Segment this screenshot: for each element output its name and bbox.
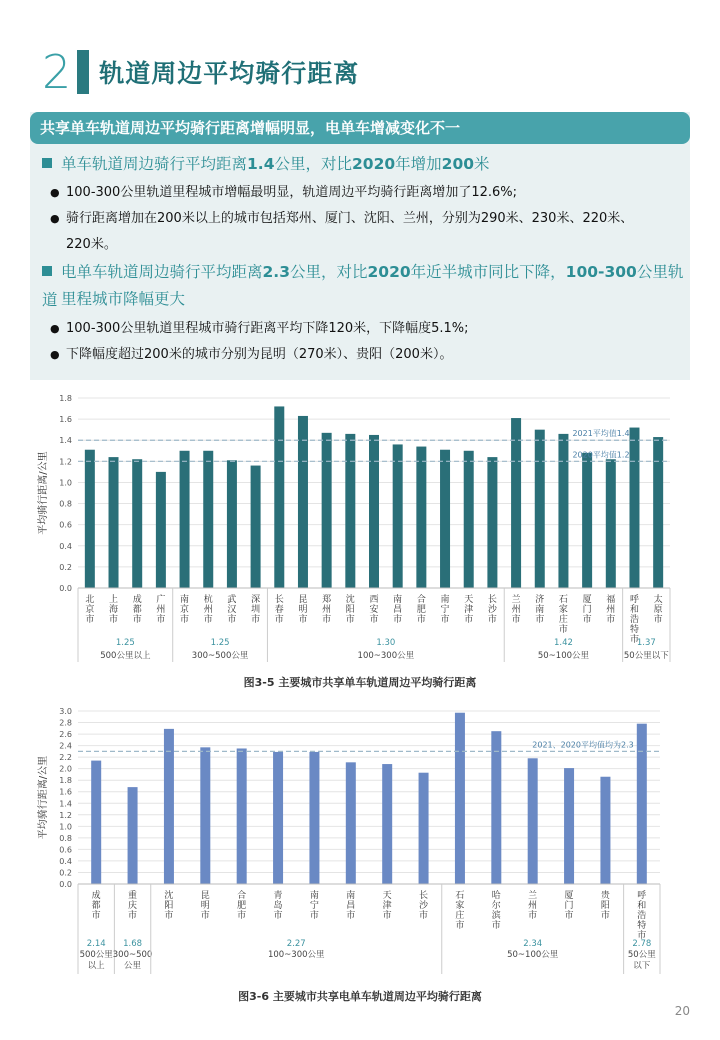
bullet-dot-icon: ● bbox=[50, 186, 60, 199]
bar bbox=[274, 406, 284, 588]
bar bbox=[200, 747, 210, 884]
x-category-label: 武汉市 bbox=[227, 595, 237, 625]
y-tick-label: 0.8 bbox=[59, 833, 72, 843]
y-tick-label: 1.4 bbox=[59, 799, 72, 809]
x-category-label: 南昌市 bbox=[346, 891, 356, 921]
bar bbox=[251, 466, 261, 588]
x-category-label: 郑州市 bbox=[322, 595, 332, 625]
bar bbox=[164, 729, 174, 884]
x-category-label: 深圳市 bbox=[251, 595, 261, 625]
x-category-label: 呼和浩特市 bbox=[637, 891, 647, 941]
summary-banner: 共享单车轨道周边平均骑行距离增幅明显，电单车增减变化不一 bbox=[30, 112, 690, 144]
x-category-label: 石家庄市 bbox=[558, 595, 568, 635]
group-average: 1.68 bbox=[123, 939, 143, 949]
group-average: 2.27 bbox=[286, 939, 306, 949]
bar bbox=[535, 430, 545, 588]
bar bbox=[564, 768, 574, 884]
y-tick-label: 0.4 bbox=[59, 856, 72, 866]
chart-bike-distance bbox=[0, 386, 720, 676]
bar bbox=[600, 777, 610, 884]
group-average: 1.30 bbox=[376, 638, 396, 648]
bar bbox=[637, 724, 647, 884]
x-category-label: 石家庄市 bbox=[455, 891, 465, 931]
bar bbox=[440, 450, 450, 588]
x-category-label: 昆明市 bbox=[200, 891, 210, 921]
x-category-label: 南宁市 bbox=[309, 891, 319, 921]
heading-bike: 单车轨道周边骑行平均距离1.4公里，对比2020年增加200米 bbox=[42, 150, 490, 178]
bar bbox=[156, 472, 166, 588]
x-category-label: 兰州市 bbox=[528, 891, 538, 921]
bar bbox=[237, 748, 247, 884]
bar bbox=[132, 459, 142, 588]
x-category-label: 天津市 bbox=[464, 595, 474, 625]
group-label: 50公里以下 bbox=[627, 950, 656, 971]
y-tick-label: 1.2 bbox=[59, 810, 72, 820]
x-category-label: 成都市 bbox=[132, 595, 142, 625]
bar bbox=[180, 451, 190, 588]
group-label: 500公里以上 bbox=[100, 651, 151, 661]
section-header bbox=[42, 45, 360, 99]
y-tick-label: 1.0 bbox=[59, 822, 72, 832]
x-category-label: 北京市 bbox=[85, 595, 95, 625]
bar bbox=[309, 752, 319, 884]
square-bullet-icon bbox=[42, 266, 52, 276]
y-tick-label: 0.6 bbox=[59, 845, 72, 855]
x-category-label: 成都市 bbox=[91, 891, 101, 921]
y-axis-title: 平均骑行距离/公里 bbox=[38, 755, 49, 840]
y-tick-label: 0.0 bbox=[59, 880, 72, 889]
chart-ebike-caption: 图3-6 主要城市共享电单车轨道周边平均骑行距离 bbox=[238, 990, 482, 1003]
bullet-3: ● 100-300公里轨道里程城市骑行距离平均下降120米，下降幅度5.1%; bbox=[50, 316, 686, 342]
bar bbox=[464, 451, 474, 588]
bullet-2: ● 骑行距离增加在200米以上的城市包括郑州、厦门、沈阳、兰州，分别为290米、230米、220米、 220米。 bbox=[50, 206, 686, 258]
y-tick-label: 0.2 bbox=[59, 868, 72, 878]
bullet-dot-icon: ● bbox=[50, 212, 60, 225]
bar bbox=[382, 764, 392, 884]
y-tick-label: 0.2 bbox=[59, 562, 72, 572]
summary-box bbox=[30, 112, 690, 380]
x-category-label: 重庆市 bbox=[128, 891, 138, 921]
x-category-label: 长沙市 bbox=[419, 891, 429, 921]
bar bbox=[511, 418, 521, 588]
group-label: 500公里以上 bbox=[79, 950, 113, 971]
y-tick-label: 1.2 bbox=[59, 457, 72, 467]
y-tick-label: 3.0 bbox=[59, 707, 72, 716]
group-average: 2.78 bbox=[632, 939, 652, 949]
group-label: 50~100公里 bbox=[507, 950, 559, 960]
x-category-label: 杭州市 bbox=[203, 595, 213, 625]
y-tick-label: 2.6 bbox=[59, 730, 72, 740]
bullet-dot-icon: ● bbox=[50, 322, 60, 335]
x-category-label: 合肥市 bbox=[416, 595, 426, 625]
bar bbox=[345, 434, 355, 588]
bar bbox=[491, 731, 501, 884]
x-category-label: 厦门市 bbox=[582, 595, 592, 625]
y-tick-label: 2.4 bbox=[59, 741, 72, 751]
y-tick-label: 0.0 bbox=[59, 584, 72, 593]
bar bbox=[91, 761, 101, 884]
x-category-label: 天津市 bbox=[382, 891, 392, 921]
bullet-dot-icon: ● bbox=[50, 348, 60, 361]
y-tick-label: 1.8 bbox=[59, 776, 72, 786]
group-label: 100~300公里 bbox=[267, 950, 325, 960]
x-category-label: 合肥市 bbox=[237, 891, 247, 921]
bar bbox=[393, 444, 403, 588]
chart-ebike-distance bbox=[0, 702, 720, 982]
x-category-label: 沈阳市 bbox=[164, 891, 174, 921]
bar bbox=[227, 460, 237, 588]
group-label: 100~300公里 bbox=[357, 651, 415, 661]
group-average: 2.14 bbox=[86, 939, 106, 949]
y-tick-label: 0.4 bbox=[59, 541, 72, 551]
x-category-label: 兰州市 bbox=[511, 595, 521, 625]
group-label: 50公里以下 bbox=[623, 651, 669, 661]
y-tick-label: 1.6 bbox=[59, 787, 72, 797]
x-category-label: 长沙市 bbox=[487, 595, 497, 625]
group-average: 1.37 bbox=[636, 638, 656, 648]
x-category-label: 昆明市 bbox=[298, 595, 308, 625]
y-tick-label: 0.8 bbox=[59, 499, 72, 509]
y-tick-label: 2.8 bbox=[59, 718, 72, 728]
bullet-1: ● 100-300公里轨道里程城市增幅最明显，轨道周边平均骑行距离增加了12.6%; bbox=[50, 180, 686, 206]
chart-bike-caption: 图3-5 主要城市共享单车轨道周边平均骑行距离 bbox=[243, 676, 477, 689]
section-accent-bar bbox=[77, 50, 89, 94]
bar bbox=[369, 435, 379, 588]
page-number: 20 bbox=[674, 1004, 690, 1018]
y-tick-label: 1.6 bbox=[59, 415, 72, 425]
x-category-label: 福州市 bbox=[606, 595, 616, 625]
x-category-label: 呼和浩特市 bbox=[629, 595, 639, 645]
y-axis-title: 平均骑行距离/公里 bbox=[38, 451, 49, 535]
x-category-label: 太原市 bbox=[653, 595, 663, 625]
x-category-label: 广州市 bbox=[156, 595, 166, 625]
group-average: 1.42 bbox=[553, 638, 573, 648]
bar bbox=[653, 437, 663, 588]
bar bbox=[487, 457, 497, 588]
group-average: 1.25 bbox=[210, 638, 230, 648]
reference-line-label: 2020平均值1.2 bbox=[572, 450, 630, 460]
group-average: 2.34 bbox=[523, 939, 543, 949]
bar bbox=[528, 758, 538, 884]
x-category-label: 青岛市 bbox=[273, 891, 283, 921]
bar bbox=[455, 713, 465, 884]
bullet-4: ● 下降幅度超过200米的城市分别为昆明（270米）、贵阳（200米）。 bbox=[50, 342, 686, 368]
bar bbox=[273, 752, 283, 884]
bar bbox=[629, 428, 639, 588]
x-category-label: 上海市 bbox=[109, 595, 119, 625]
bar bbox=[322, 433, 332, 588]
bar bbox=[109, 457, 119, 588]
y-tick-label: 0.6 bbox=[59, 520, 72, 530]
y-tick-label: 1.4 bbox=[59, 436, 72, 446]
x-category-label: 南宁市 bbox=[440, 595, 450, 625]
bar bbox=[203, 451, 213, 588]
y-tick-label: 2.0 bbox=[59, 764, 72, 774]
bar bbox=[346, 762, 356, 884]
x-category-label: 沈阳市 bbox=[345, 595, 355, 625]
bar bbox=[128, 787, 138, 884]
x-category-label: 长春市 bbox=[274, 595, 284, 625]
reference-line-label: 2021平均值1.4 bbox=[572, 429, 630, 439]
x-category-label: 西安市 bbox=[369, 595, 379, 625]
x-category-label: 南京市 bbox=[180, 595, 190, 625]
y-tick-label: 1.0 bbox=[59, 478, 72, 488]
heading-ebike-line2: 里程城市降幅更大 bbox=[61, 290, 186, 308]
group-label: 50~100公里 bbox=[537, 651, 590, 661]
x-category-label: 贵阳市 bbox=[600, 891, 610, 921]
x-category-label: 南昌市 bbox=[393, 595, 403, 625]
heading-ebike: 电单车轨道周边骑行平均距离2.3公里，对比2020年近半城市同比下降，100-300公里轨道 bbox=[42, 263, 684, 309]
bar bbox=[419, 773, 429, 884]
x-category-label: 厦门市 bbox=[564, 891, 574, 921]
reference-line-label: 2021、2020平均值均为2.3 bbox=[532, 740, 634, 750]
x-category-label: 哈尔滨市 bbox=[491, 891, 501, 931]
bar bbox=[582, 453, 592, 588]
bar bbox=[85, 450, 95, 588]
square-bullet-icon bbox=[42, 158, 52, 168]
bar bbox=[606, 459, 616, 588]
group-average: 1.25 bbox=[115, 638, 135, 648]
section-number: 2 bbox=[42, 45, 70, 99]
section-title: 轨道周边平均骑行距离 bbox=[99, 59, 360, 88]
y-tick-label: 1.8 bbox=[59, 394, 72, 403]
bar bbox=[416, 447, 426, 588]
group-label: 300~500公里 bbox=[191, 651, 249, 661]
x-category-label: 济南市 bbox=[535, 595, 545, 625]
bar bbox=[298, 416, 308, 588]
group-label: 300~500 公里 bbox=[112, 950, 153, 971]
y-tick-label: 2.2 bbox=[59, 753, 72, 763]
bar bbox=[558, 434, 568, 588]
